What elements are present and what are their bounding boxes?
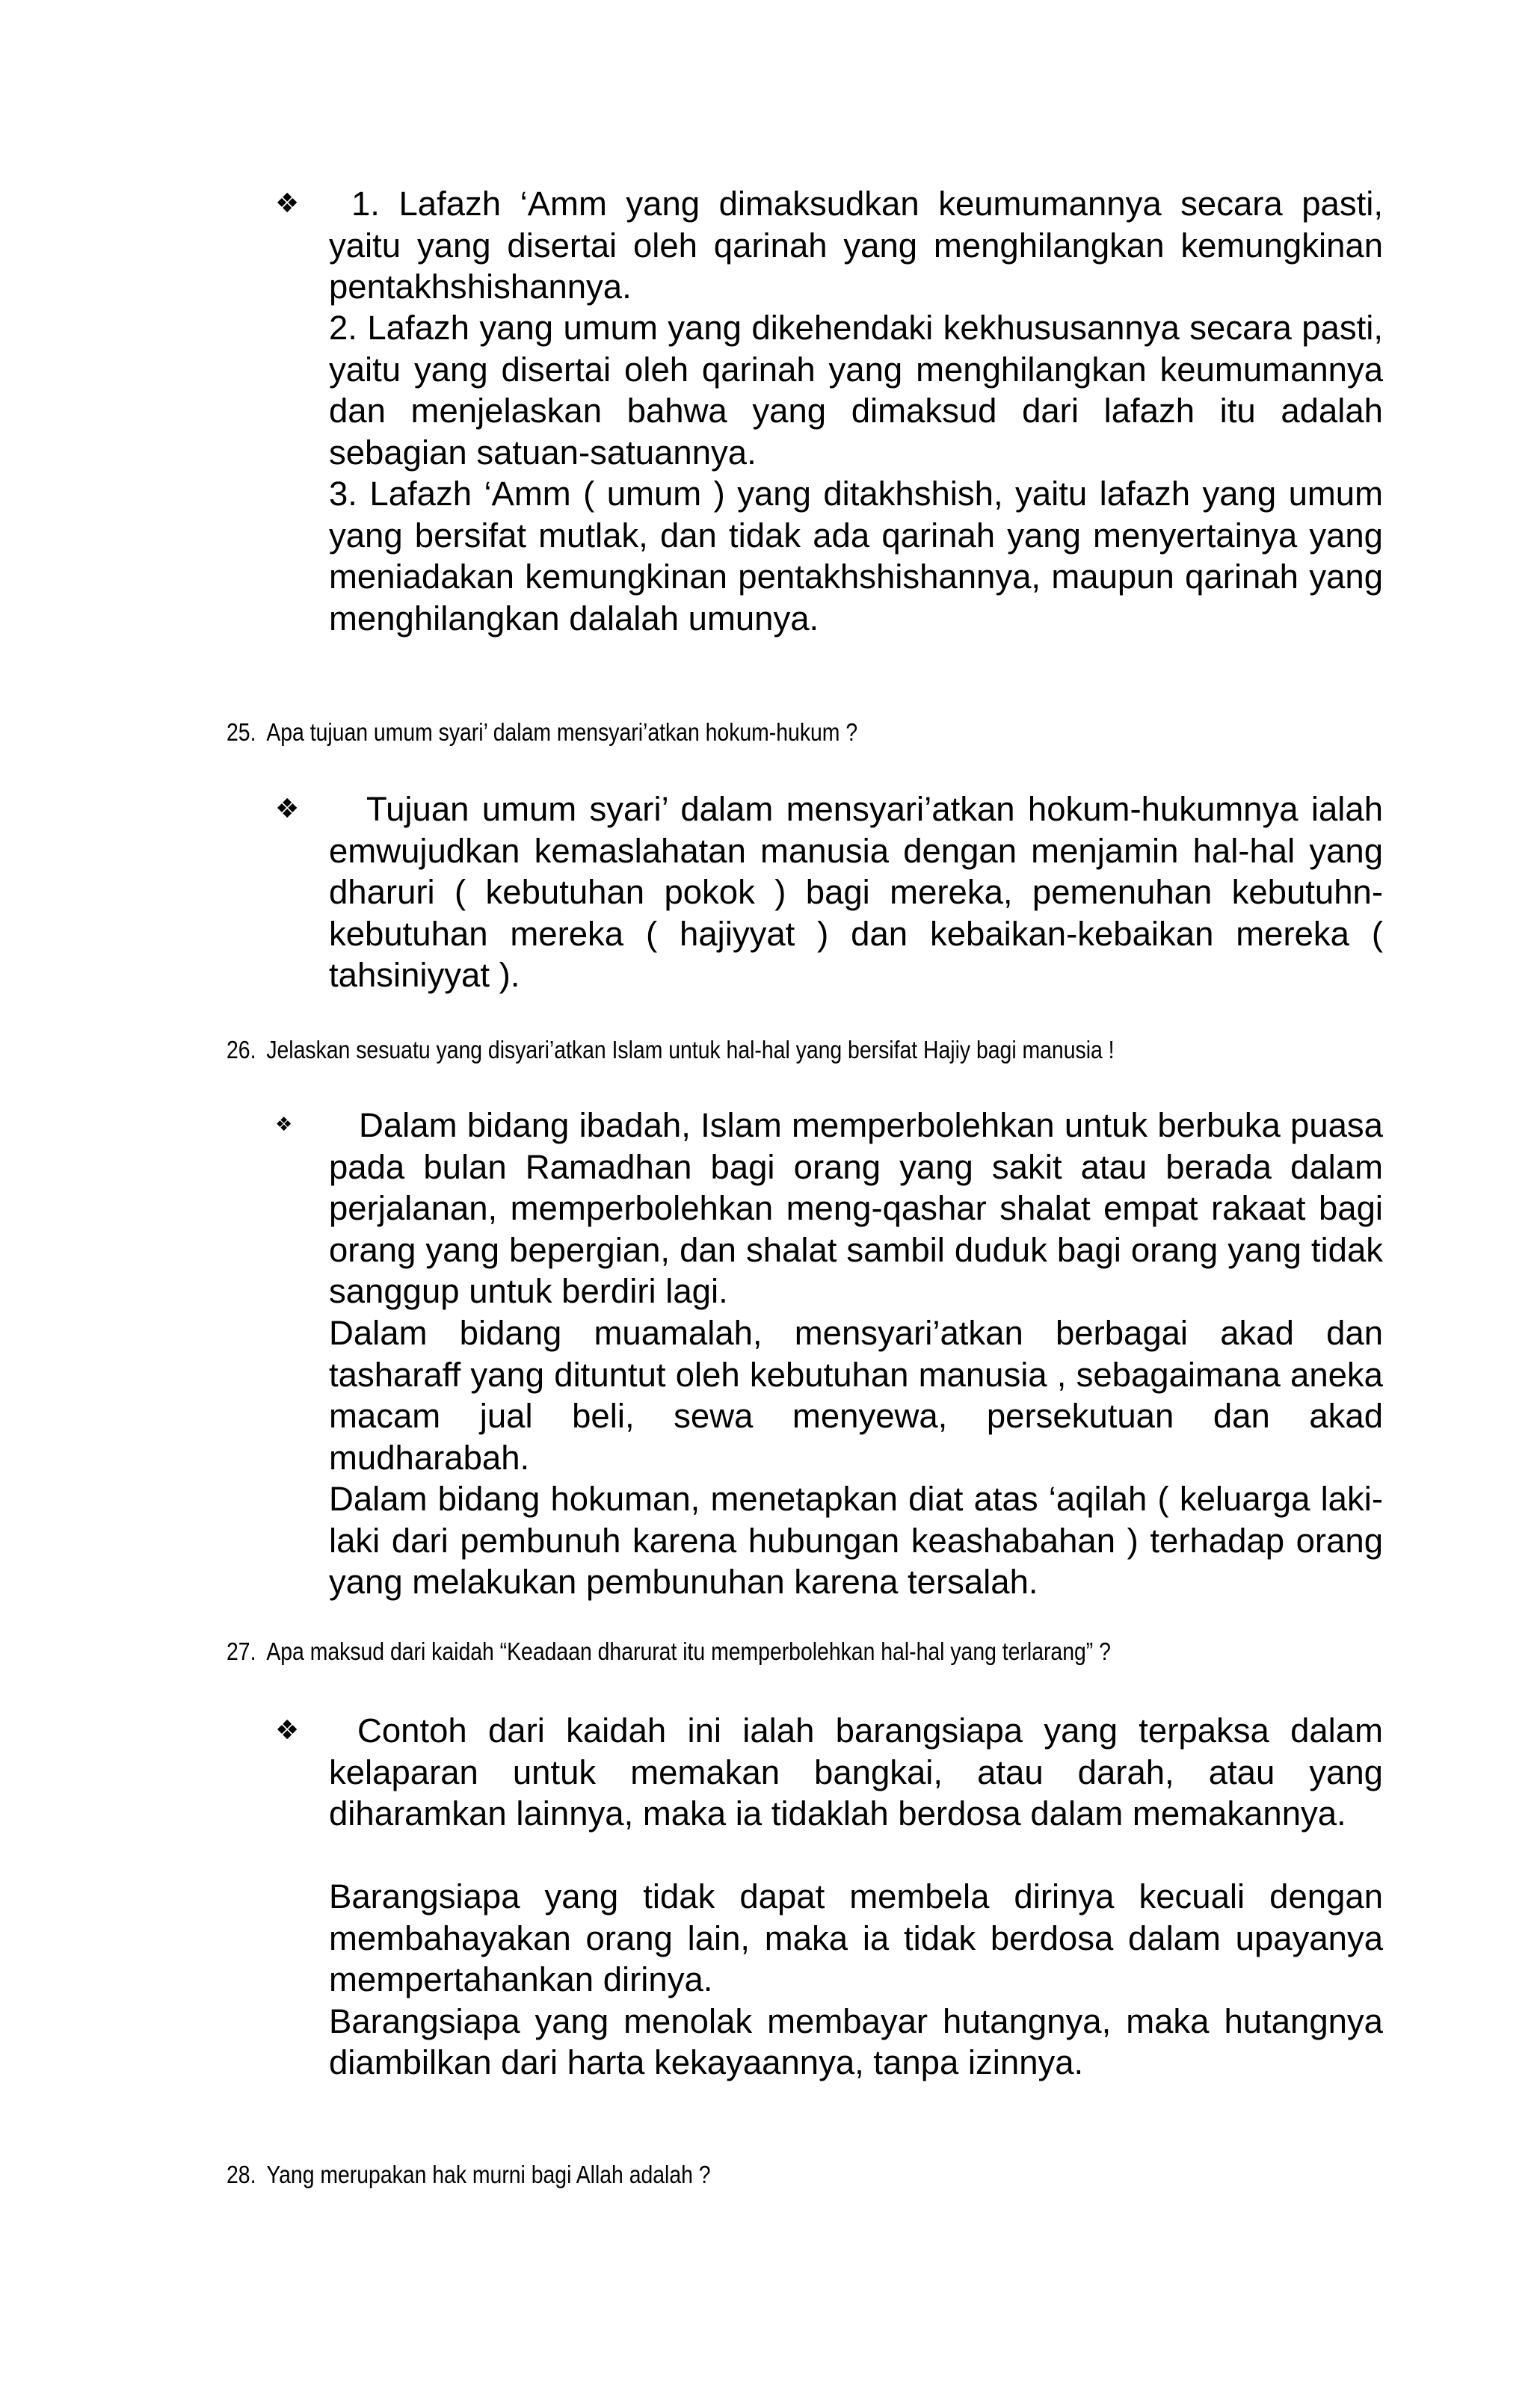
question-text: Apa maksud dari kaidah “Keadaan dharurat itu memperbolehkan hal-hal yang terlarang” ? [266, 1637, 1111, 1665]
answer-block [329, 1312, 1383, 1603]
diamond-bullet-icon: ❖ [275, 188, 300, 219]
answer-paragraph: Dalam bidang hokuman, menetapkan diat atas ‘aqilah ( keluarga laki-laki dari pembunuh karena hubungan keashabahan ) terhadap orang yang melakukan pembunuhan karena tersalah. [329, 1480, 1383, 1601]
question-text: Apa tujuan umum syari’ dalam mensyari’atkan hokum-hukum ? [266, 718, 858, 746]
question-item [227, 1035, 1230, 1065]
question-text: Yang merupakan hak murni bagi Allah adalah ? [266, 2161, 711, 2188]
question-number: 26. [227, 1036, 256, 1063]
question-number: 27. [227, 1637, 256, 1665]
answer-paragraph: Tujuan umum syari’ dalam mensyari’atkan hokum-hukumnya ialah emwujudkan kemaslahatan manusia dengan menjamin hal-hal yang dharuri ( kebutuhan pokok ) bagi mereka, pemenuhan kebutuhn-kebutuhan mereka ( hajiyyat ) dan kebaikan-kebaikan mereka ( tahsiniyyat ). [329, 790, 1383, 994]
question-number: 28. [227, 2161, 256, 2188]
answer-paragraph: 1. Lafazh ‘Amm yang dimaksudkan keumumannya secara pasti, yaitu yang disertai oleh qarinah yang menghilangkan kemungkinan pentakhshishannya. [329, 185, 1383, 306]
question-item [227, 1637, 1230, 1667]
answer-paragraph: Contoh dari kaidah ini ialah barangsiapa yang terpaksa dalam kelaparan untuk memakan bangkai, atau darah, atau yang diharamkan lainnya, maka ia tidaklah berdosa dalam memakannya. [329, 1711, 1383, 1833]
diamond-bullet-icon: ❖ [275, 1715, 300, 1746]
question-text: Jelaskan sesuatu yang disyari’atkan Islam untuk hal-hal yang bersifat Hajiy bagi manusia ! [266, 1036, 1115, 1063]
answer-block [329, 1876, 1383, 2084]
question-item [227, 717, 1230, 747]
answer-paragraph: 3. Lafazh ‘Amm ( umum ) yang ditakhshish, yaitu lafazh yang umum yang bersifat mutlak, dan tidak ada qarinah yang menyertainya yang meniadakan kemungkinan pentakhshishannya, maupun qarinah yang menghilangkan dalalah umunya. [329, 475, 1383, 637]
answer-paragraph: Barangsiapa yang tidak dapat membela dirinya kecuali dengan membahayakan orang lain, maka ia tidak berdosa dalam upayanya mempertahankan dirinya. [329, 1877, 1383, 1998]
answer-paragraph: Barangsiapa yang menolak membayar hutangnya, maka hutangnya diambilkan dari harta kekayaannya, tanpa izinnya. [329, 2001, 1383, 2081]
diamond-bullet-icon: ❖ [275, 794, 300, 824]
question-item [227, 2160, 1230, 2190]
answer-block [329, 788, 1383, 996]
answer-paragraph: Dalam bidang muamalah, mensyari’atkan berbagai akad dan tasharaff yang dituntut oleh kebutuhan manusia , sebagaimana aneka macam jual beli, sewa menyewa, persekutuan dan akad mudharabah. [329, 1314, 1383, 1477]
answer-block [329, 307, 1383, 639]
diamond-bullet-icon: ❖ [275, 1114, 293, 1136]
answer-paragraph: 2. Lafazh yang umum yang dikehendaki kekhususannya secara pasti, yaitu yang disertai oleh qarinah yang menghilangkan keumumannya dan menjelaskan bahwa yang dimaksud dari lafazh itu adalah sebagian satuan-satuannya. [329, 309, 1383, 472]
question-number: 25. [227, 718, 256, 746]
answer-block [329, 183, 1383, 308]
answer-paragraph: Dalam bidang ibadah, Islam memperbolehkan untuk berbuka puasa pada bulan Ramadhan bagi orang yang sakit atau berada dalam perjalanan, memperbolehkan meng-qashar shalat empat rakaat bagi orang yang bepergian, dan shalat sambil duduk bagi orang yang tidak sanggup untuk berdiri lagi. [329, 1106, 1383, 1310]
answer-block [329, 1105, 1383, 1312]
answer-block [329, 1710, 1383, 1835]
